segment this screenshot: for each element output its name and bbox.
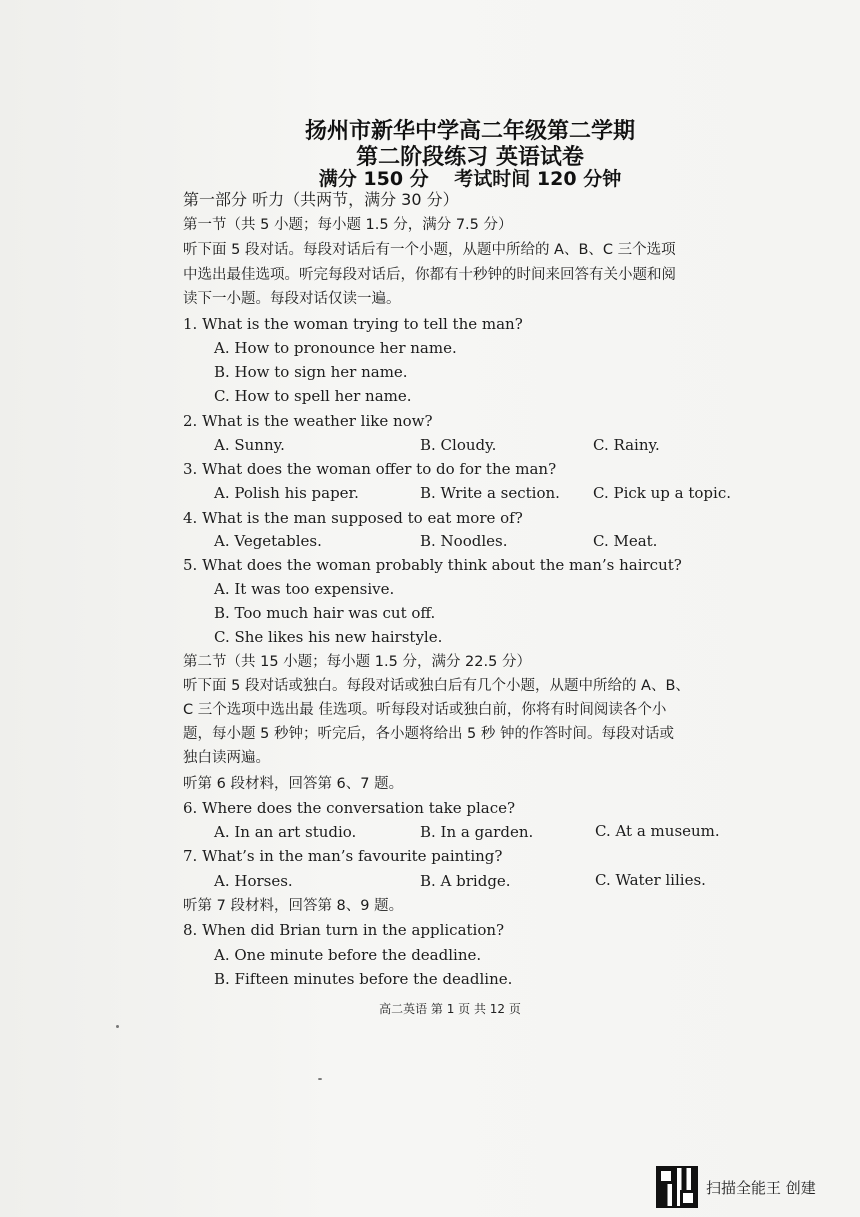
section1-heading: 第一节（共 5 小题；每小题 1.5 分，满分 7.5 分） [183, 217, 513, 233]
question-6-stem: 6. Where does the conversation take place? [183, 799, 516, 817]
question-2-option-c: C. Rainy. [593, 436, 660, 454]
question-2-option-a: A. Sunny. [214, 436, 285, 454]
exam-title-subject: 第二阶段练习 英语试卷 [356, 145, 584, 170]
question-3-option-c: C. Pick up a topic. [593, 484, 731, 502]
question-5-stem: 5. What does the woman probably think about the man’s haircut? [183, 556, 682, 574]
section2-instruction-2: C 三个选项中选出最 佳选项。听每段对话或独白前，你将有时间阅读各个小 [183, 702, 667, 718]
page-footer: 高二英语 第 1 页 共 12 页 [379, 1002, 521, 1016]
question-7-option-b: B. A bridge. [420, 872, 511, 890]
part1-heading: 第一部分 听力（共两节，满分 30 分） [183, 190, 459, 209]
question-3-option-b: B. Write a section. [420, 484, 560, 502]
question-3-option-a: A. Polish his paper. [214, 484, 359, 502]
question-6-option-a: A. In an art studio. [214, 823, 357, 841]
question-6-option-c: C. At a museum. [595, 822, 720, 840]
question-5-option-a: A. It was too expensive. [214, 580, 395, 598]
section2-instruction-1: 听下面 5 段对话或独白。每段对话或独白后有几个小题，从题中所给的 A、B、 [183, 678, 690, 694]
scan-speck [116, 1025, 119, 1028]
material-6-heading: 听第 6 段材料，回答第 6、7 题。 [183, 776, 404, 792]
exam-title-score-time: 满分 150 分 考试时间 120 分钟 [318, 168, 622, 190]
watermark-text: 扫描全能王 创建 [706, 1178, 816, 1197]
question-8-option-a: A. One minute before the deadline. [214, 946, 482, 964]
scanner-watermark [656, 1166, 816, 1208]
question-7-option-a: A. Horses. [214, 872, 293, 890]
section2-heading: 第二节（共 15 小题；每小题 1.5 分，满分 22.5 分） [183, 654, 531, 670]
question-7-stem: 7. What’s in the man’s favourite painting? [183, 847, 503, 865]
question-1-option-b: B. How to sign her name. [214, 363, 408, 381]
question-1-stem: 1. What is the woman trying to tell the man? [183, 315, 523, 333]
question-4-option-b: B. Noodles. [420, 532, 508, 550]
qr-code-icon [656, 1166, 698, 1208]
question-3-stem: 3. What does the woman offer to do for the man? [183, 460, 557, 478]
question-2-option-b: B. Cloudy. [420, 436, 497, 454]
question-5-option-c: C. She likes his new hairstyle. [214, 628, 443, 646]
section2-instruction-3: 题，每小题 5 秒钟；听完后，各小题将给出 5 秒 钟的作答时间。每段对话或 [183, 726, 674, 742]
question-7-option-c: C. Water lilies. [595, 871, 706, 889]
section1-instruction-1: 听下面 5 段对话。每段对话后有一个小题，从题中所给的 A、B、C 三个选项 [183, 242, 676, 258]
scan-speck [318, 1078, 322, 1080]
exam-title-school: 扬州市新华中学高二年级第二学期 [304, 119, 635, 144]
question-2-stem: 2. What is the weather like now? [183, 412, 433, 430]
question-8-option-b: B. Fifteen minutes before the deadline. [214, 970, 513, 988]
question-1-option-c: C. How to spell her name. [214, 387, 412, 405]
material-7-heading: 听第 7 段材料，回答第 8、9 题。 [183, 898, 404, 914]
section2-instruction-4: 独白读两遍。 [183, 750, 270, 766]
question-4-option-a: A. Vegetables. [214, 532, 322, 550]
question-1-option-a: A. How to pronounce her name. [214, 339, 457, 357]
question-5-option-b: B. Too much hair was cut off. [214, 604, 436, 622]
section1-instruction-3: 读下一小题。每段对话仅读一遍。 [183, 291, 401, 307]
section1-instruction-2: 中选出最佳选项。听完每段对话后，你都有十秒钟的时间来回答有关小题和阅 [183, 267, 676, 283]
question-8-stem: 8. When did Brian turn in the application? [183, 921, 505, 939]
question-4-option-c: C. Meat. [593, 532, 658, 550]
question-6-option-b: B. In a garden. [420, 823, 534, 841]
question-4-stem: 4. What is the man supposed to eat more of? [183, 509, 523, 527]
